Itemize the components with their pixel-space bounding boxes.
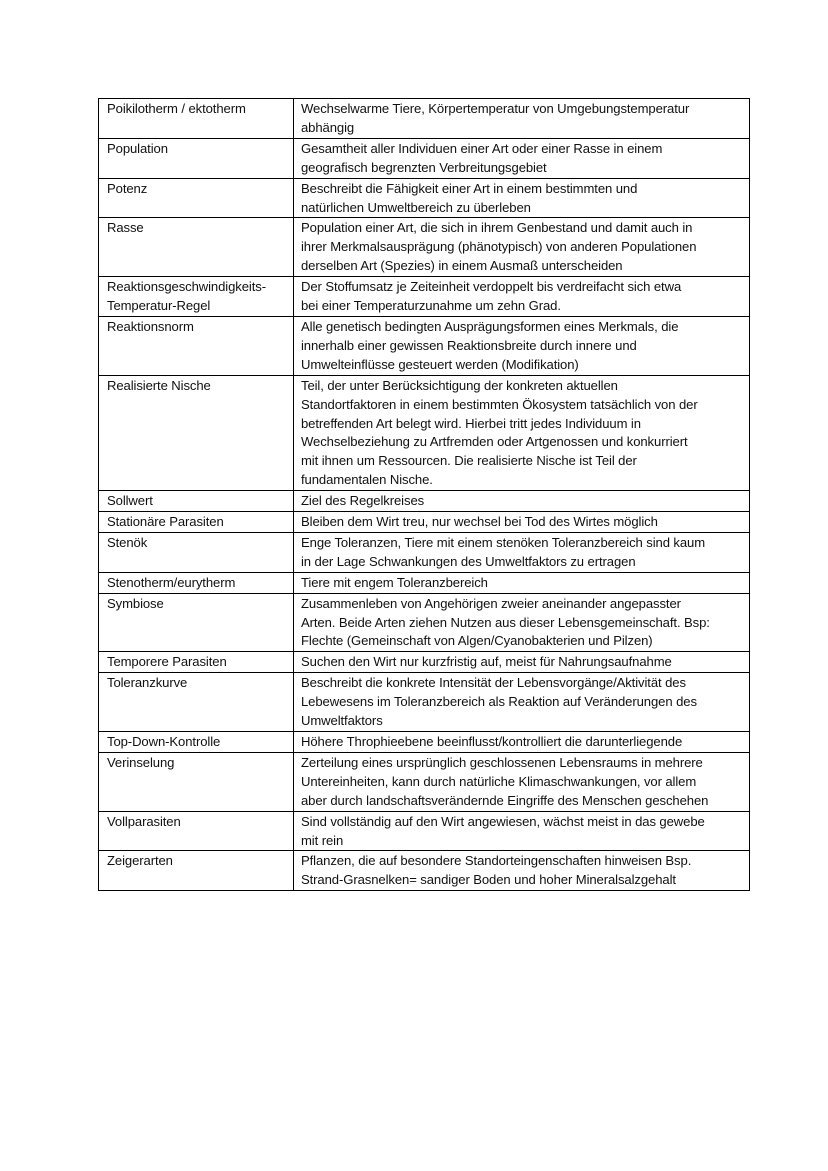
table-row: [99, 811, 750, 851]
definition-cell: Bleiben dem Wirt treu, nur wechsel bei Tod des Wirtes möglich: [294, 512, 750, 533]
term-cell: Zeigerarten: [99, 851, 294, 891]
table-row: [99, 316, 750, 375]
term-cell: Rasse: [99, 218, 294, 277]
term-cell: Realisierte Nische: [99, 375, 294, 490]
table-row: [99, 99, 750, 139]
definition-cell: Pflanzen, die auf besondere Standorteingenschaften hinweisen Bsp. Strand-Grasnelken= sandiger Boden und hoher Mineralsalzgehalt: [294, 851, 750, 891]
table-row: [99, 178, 750, 218]
term-cell: Potenz: [99, 178, 294, 218]
definition-cell: Suchen den Wirt nur kurzfristig auf, meist für Nahrungsaufnahme: [294, 652, 750, 673]
term-cell: Stenotherm/eurytherm: [99, 572, 294, 593]
table-row: [99, 572, 750, 593]
table-row: [99, 593, 750, 652]
table-row: [99, 491, 750, 512]
term-cell: Poikilotherm / ektotherm: [99, 99, 294, 139]
definition-cell: Der Stoffumsatz je Zeiteinheit verdoppelt bis verdreifacht sich etwa bei einer Temperaturzunahme um zehn Grad.: [294, 277, 750, 317]
definition-cell: Tiere mit engem Toleranzbereich: [294, 572, 750, 593]
term-cell: Population: [99, 138, 294, 178]
table-row: [99, 752, 750, 811]
table-row: [99, 512, 750, 533]
definition-cell: Beschreibt die Fähigkeit einer Art in einem bestimmten und natürlichen Umweltbereich zu überleben: [294, 178, 750, 218]
table-row: [99, 138, 750, 178]
definition-cell: Enge Toleranzen, Tiere mit einem stenöken Toleranzbereich sind kaum in der Lage Schwankungen des Umweltfaktors zu ertragen: [294, 532, 750, 572]
term-cell: Reaktionsnorm: [99, 316, 294, 375]
term-cell: Top-Down-Kontrolle: [99, 732, 294, 753]
term-cell: Stenök: [99, 532, 294, 572]
glossary-body: [99, 99, 750, 891]
table-row: [99, 652, 750, 673]
term-cell: Symbiose: [99, 593, 294, 652]
table-row: [99, 277, 750, 317]
table-row: [99, 532, 750, 572]
definition-cell: Zusammenleben von Angehörigen zweier aneinander angepasster Arten. Beide Arten ziehen Nutzen aus dieser Lebensgemeinschaft. Bsp: Flechte (Gemeinschaft von Algen/Cyanobakterien und Pilzen): [294, 593, 750, 652]
term-cell: Vollparasiten: [99, 811, 294, 851]
definition-cell: Sind vollständig auf den Wirt angewiesen, wächst meist in das gewebe mit rein: [294, 811, 750, 851]
table-row: [99, 375, 750, 490]
definition-cell: Alle genetisch bedingten Ausprägungsformen eines Merkmals, die innerhalb einer gewissen Reaktionsbreite durch innere und Umwelteinflüsse gesteuert werden (Modifikation): [294, 316, 750, 375]
term-cell: Toleranzkurve: [99, 673, 294, 732]
definition-cell: Gesamtheit aller Individuen einer Art oder einer Rasse in einem geografisch begrenzten Verbreitungsgebiet: [294, 138, 750, 178]
table-row: [99, 218, 750, 277]
definition-cell: Beschreibt die konkrete Intensität der Lebensvorgänge/Aktivität des Lebewesens im Toleranzbereich als Reaktion auf Veränderungen des Umweltfaktors: [294, 673, 750, 732]
term-cell: Sollwert: [99, 491, 294, 512]
table-row: [99, 673, 750, 732]
definition-cell: Teil, der unter Berücksichtigung der konkreten aktuellen Standortfaktoren in einem bestimmten Ökosystem tatsächlich von der betreffenden Art belegt wird. Hierbei tritt jedes Individuum in Wechselbeziehung zu Artfremden oder Artgenossen und konkurriert mit ihnen um Ressourcen. Die realisierte Nische ist Teil der fundamentalen Nische.: [294, 375, 750, 490]
term-cell: Stationäre Parasiten: [99, 512, 294, 533]
definition-cell: Wechselwarme Tiere, Körpertemperatur von Umgebungstemperatur abhängig: [294, 99, 750, 139]
definition-cell: Zerteilung eines ursprünglich geschlossenen Lebensraums in mehrere Untereinheiten, kann durch natürliche Klimaschwankungen, vor allem aber durch landschaftsverändernde Eingriffe des Menschen geschehen: [294, 752, 750, 811]
definition-cell: Population einer Art, die sich in ihrem Genbestand und damit auch in ihrer Merkmalsausprägung (phänotypisch) von anderen Populationen derselben Art (Spezies) in einem Ausmaß unterscheiden: [294, 218, 750, 277]
glossary-table: [98, 98, 750, 891]
table-row: [99, 851, 750, 891]
table-row: [99, 732, 750, 753]
term-cell: Temporere Parasiten: [99, 652, 294, 673]
definition-cell: Ziel des Regelkreises: [294, 491, 750, 512]
term-cell: Verinselung: [99, 752, 294, 811]
definition-cell: Höhere Throphieebene beeinflusst/kontrolliert die darunterliegende: [294, 732, 750, 753]
term-cell: Reaktionsgeschwindigkeits- Temperatur-Regel: [99, 277, 294, 317]
